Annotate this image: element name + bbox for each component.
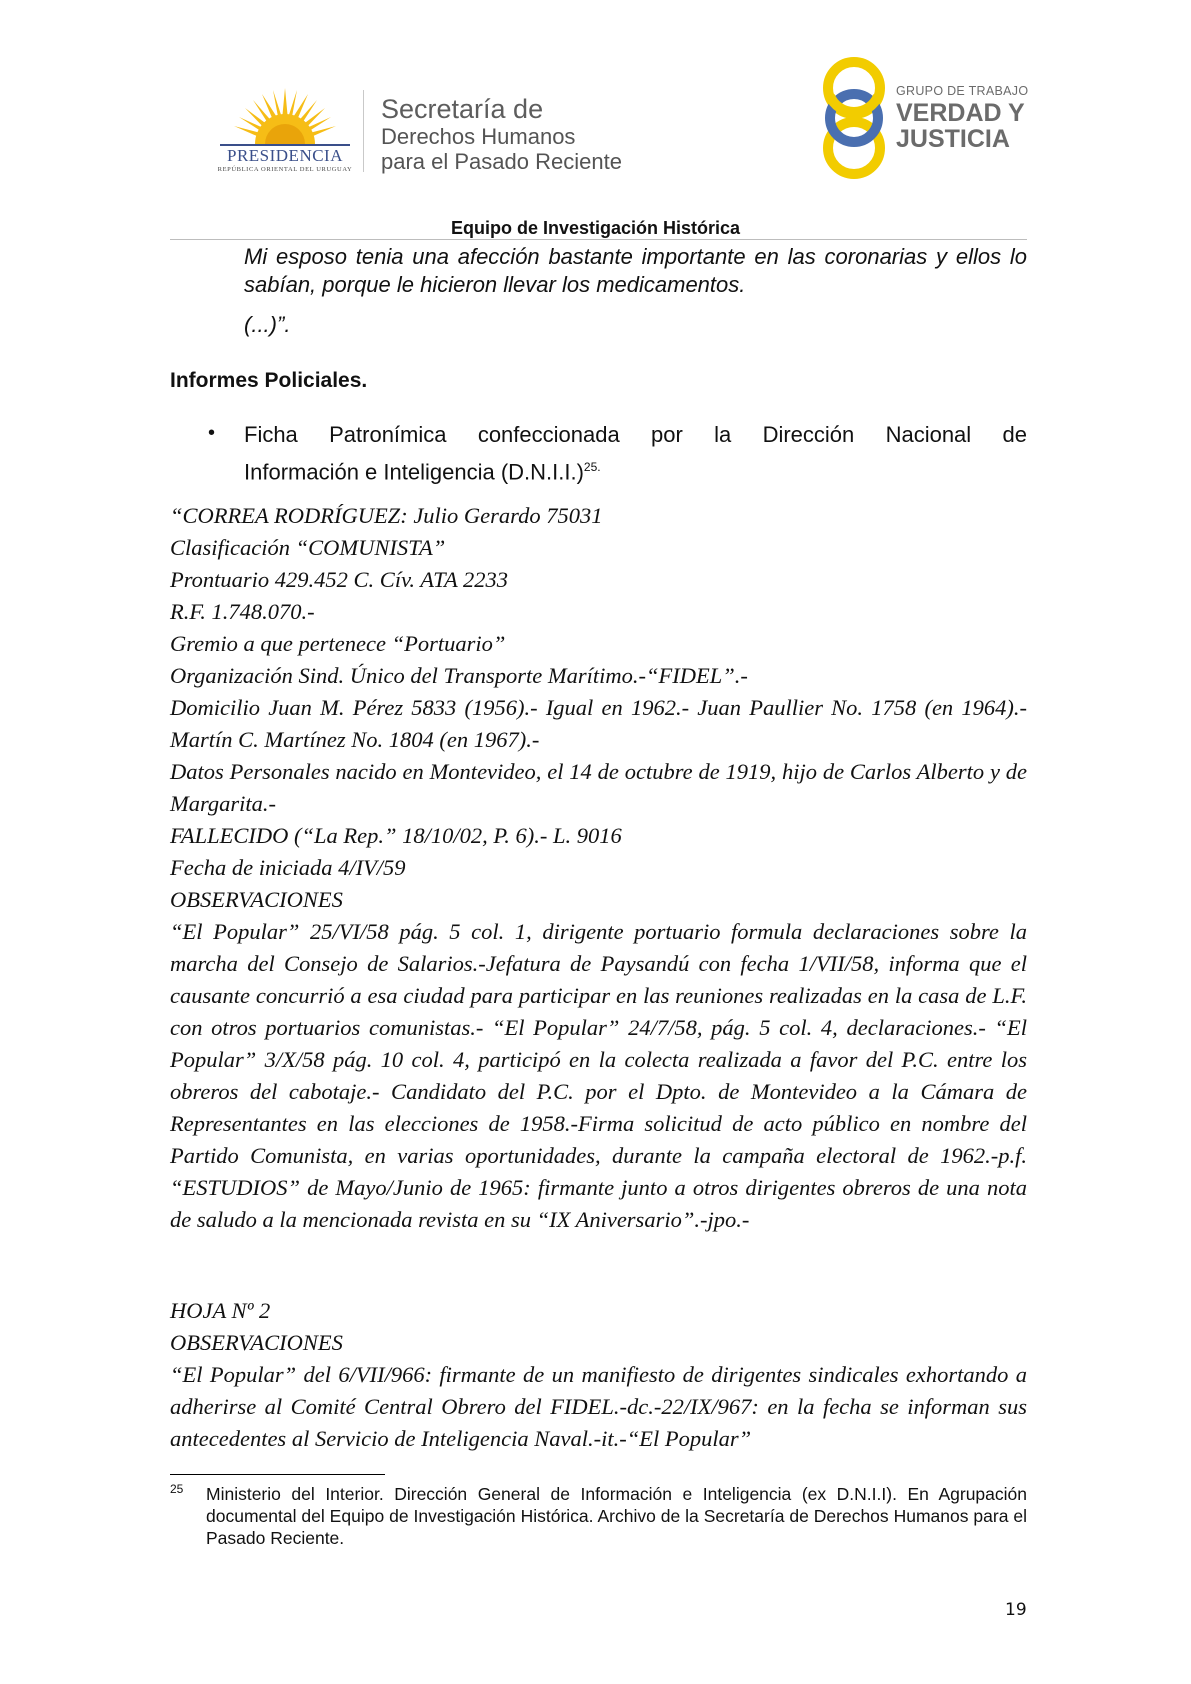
gt-title-1: VERDAD Y: [896, 99, 1025, 127]
ficha-domicilio: Domicilio Juan M. Pérez 5833 (1956).- Igual en 1962.- Juan Paullier No. 1758 (en 1964).- Martín C. Martínez No. 1804 (en 1967).-: [170, 695, 1027, 752]
footnote-ref[interactable]: 25.: [583, 460, 601, 474]
secretaria-logo-text: [381, 94, 622, 174]
footnote-text: Ministerio del Interior. Dirección General de Información e Inteligencia (ex D.N.I.I). En Agrupación documental del Equipo de Investigación Histórica. Archivo de la Secretaría de Derechos Humanos para el Pasado Reciente.: [206, 1484, 1027, 1548]
ficha-observaciones: “El Popular” 25/VI/58 pág. 5 col. 1, dirigente portuario formula declaraciones sobre la marcha del Consejo de Salarios.-Jefatura de Paysandú con fecha 1/VII/58, informa que el causante concurrió a esa ciudad para participar en las reuniones realizadas en la casa de L.F. con otros portuarios comunistas.- “El Popular” 24/7/58, pág. 5 col. 4, declaraciones.- “El Popular” 3/X/58 pág. 10 col. 4, participó en la colecta realizada a favor del P.C. entre los obreros del cabotaje.- Candidato del P.C. por el Dpto. de Montevideo a la Cámara de Representantes en las elecciones de 1958.-Firma solicitud de acto público en nombre del Partido Comunista, en varias oportunidades, durante la campaña electoral de 1962.-p.f. “ESTUDIOS” de Mayo/Junio de 1965: firmante junto a otros dirigentes obreros de una nota de saludo a la mencionada revista en su “IX Aniversario”.-jpo.-: [170, 919, 1027, 1232]
bullet-word: Ficha: [244, 422, 298, 447]
secretaria-line-3: para el Pasado Reciente: [381, 149, 622, 174]
bullet-line-2: [244, 451, 1027, 488]
page-number: 19: [1005, 1600, 1027, 1620]
bullet-word: Patronímica: [329, 422, 447, 447]
footnote-number: 25: [170, 1482, 184, 1496]
bullet-word: confeccionada: [477, 422, 620, 447]
team-title: Equipo de Investigación Histórica: [450, 218, 741, 238]
bullet-line-2-text: Información e Inteligencia (D.N.I.I.): [244, 459, 584, 485]
hoja-text: “El Popular” del 6/VII/966: firmante de un manifiesto de dirigentes sindicales exhortando a adherirse al Comité Central Obrero del FIDEL.-dc.-22/IX/967: en la fecha se informan sus antecedentes al Servicio de Inteligencia Naval.-it.-“El Popular”: [170, 1362, 1027, 1451]
bullet-word: Nacional: [885, 422, 972, 447]
secretaria-line-2: Derechos Humanos: [381, 124, 576, 149]
presidencia-logo: [210, 80, 360, 180]
ficha-line: “CORREA RODRÍGUEZ: Julio Gerardo 75031: [170, 503, 603, 528]
ficha-line: R.F. 1.748.070.-: [170, 599, 315, 624]
section-heading: Informes Policiales.: [170, 369, 368, 392]
bullet-word: por: [651, 422, 683, 447]
bullet-word: Dirección: [762, 422, 855, 447]
hoja-title: HOJA Nº 2: [170, 1298, 271, 1323]
bullet-line-1: [244, 418, 1027, 451]
bullet-word: de: [1002, 422, 1027, 447]
bullet-item: [244, 418, 1027, 488]
ficha-line: Gremio a que pertenece “Portuario”: [170, 631, 506, 656]
gt-subtitle: GRUPO DE TRABAJO: [896, 84, 1029, 98]
header-rule: [170, 239, 1027, 240]
ficha-line: OBSERVACIONES: [170, 887, 343, 912]
hoja-obs-label: OBSERVACIONES: [170, 1330, 343, 1355]
ficha-block: [170, 500, 1027, 916]
gt-title-2: JUSTICIA: [896, 125, 1010, 153]
rings-icon: [816, 54, 894, 182]
secretaria-line-1: Secretaría de: [381, 94, 544, 124]
ficha-datos: Datos Personales nacido en Montevideo, el 14 de octubre de 1919, hijo de Carlos Alberto y de Margarita.-: [170, 759, 1027, 816]
quote-close: (...)”.: [244, 312, 291, 337]
hoja-2-block: [170, 1295, 1027, 1455]
verdad-justicia-logo: [816, 54, 1046, 182]
presidencia-label: PRESIDENCIA: [226, 146, 343, 165]
ficha-line: Prontuario 429.452 C. Cív. ATA 2233: [170, 567, 508, 592]
ficha-line: Fecha de iniciada 4/IV/59: [170, 855, 406, 880]
ficha-line: Clasificación “COMUNISTA”: [170, 535, 446, 560]
bullet-icon: •: [208, 422, 216, 444]
ficha-line: FALLECIDO (“La Rep.” 18/10/02, P. 6).- L. 9016: [170, 823, 622, 848]
quote-text: Mi esposo tenia una afección bastante importante en las coronarias y ellos lo sabían, porque le hicieron llevar los medicamentos.: [244, 244, 1027, 297]
presidencia-subtitle: REPÚBLICA ORIENTAL DEL URUGUAY: [217, 166, 353, 173]
sun-icon: [210, 80, 360, 150]
ficha-line: Organización Sind. Único del Transporte Marítimo.-“FIDEL”.-: [170, 663, 748, 688]
header-divider: [363, 90, 364, 172]
bullet-word: la: [714, 422, 732, 447]
footnote-rule: [170, 1474, 385, 1475]
